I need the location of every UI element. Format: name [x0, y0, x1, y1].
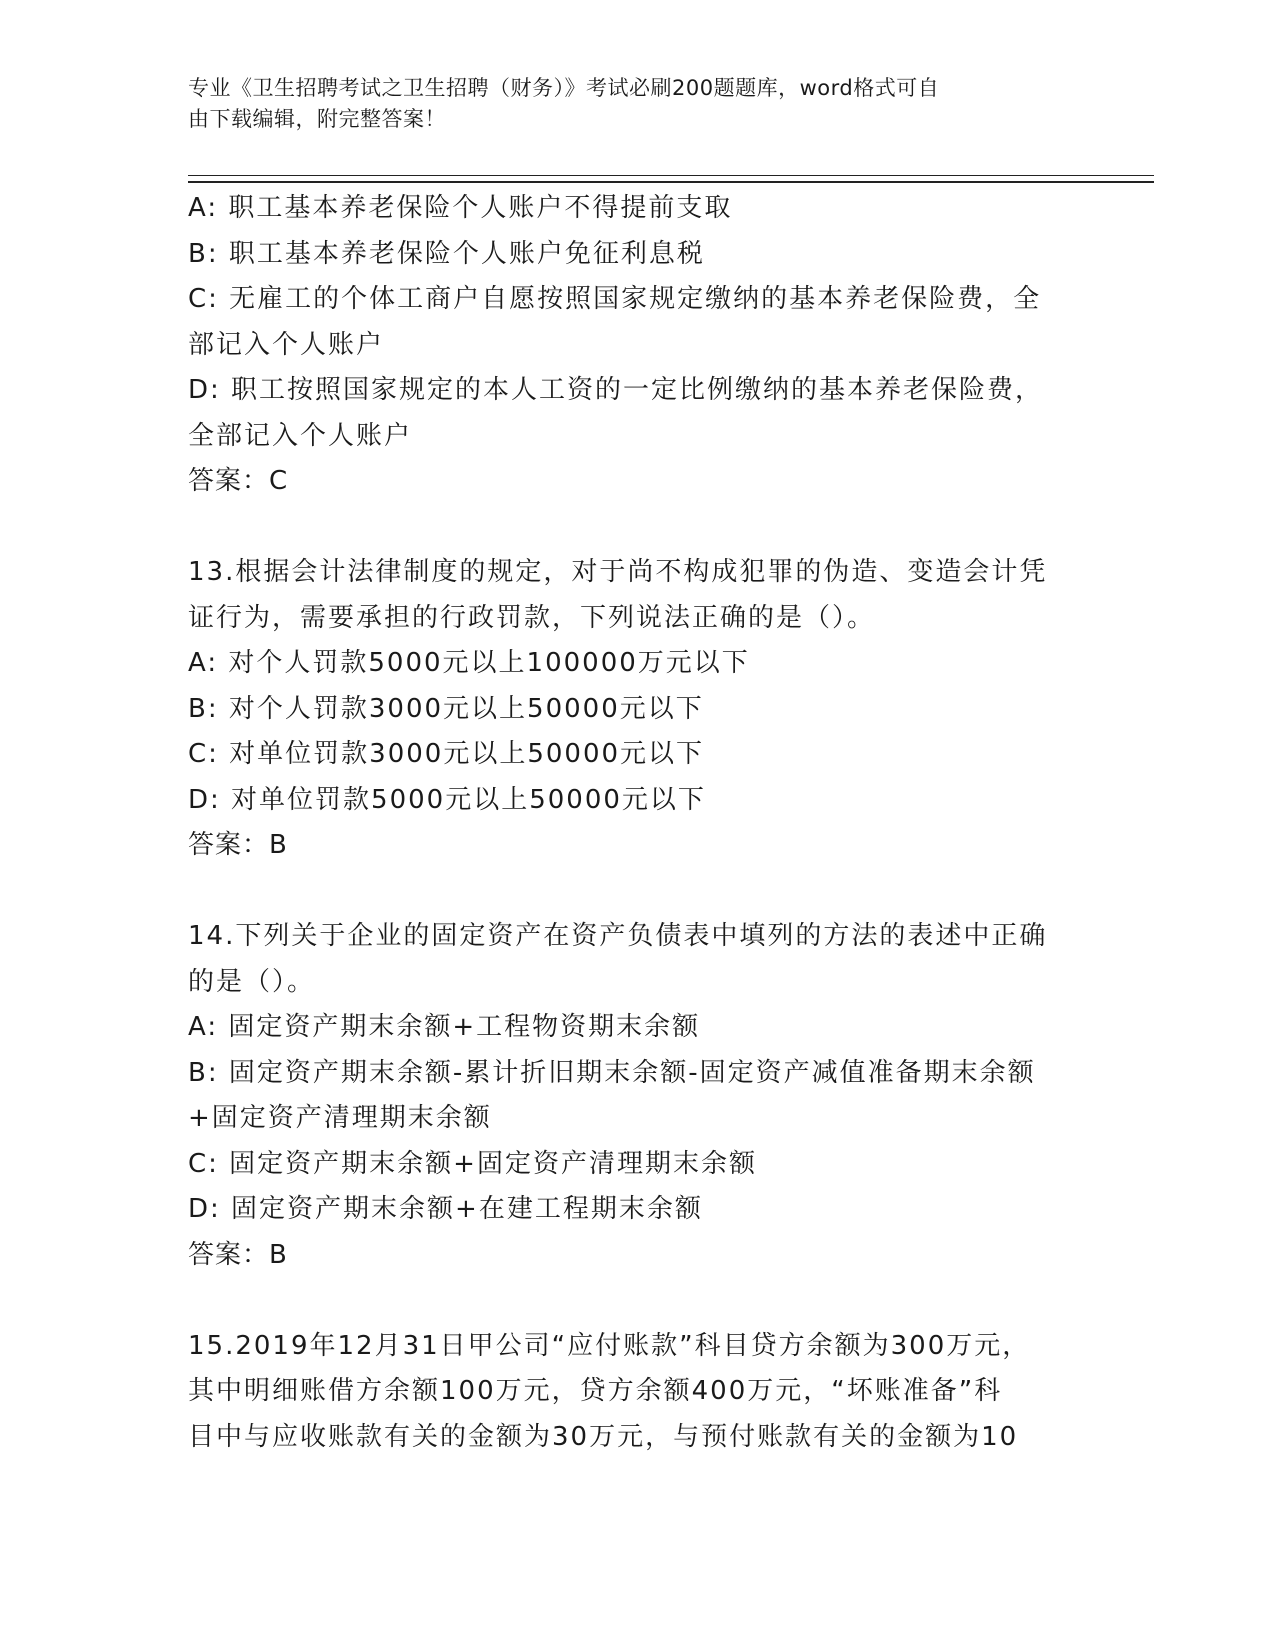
- option-b: B: 固定资产期末余额-累计折旧期末余额-固定资产减值准备期末余额: [188, 1057, 1036, 1088]
- question-15-block: [188, 1324, 1068, 1461]
- answer: 答案：C: [188, 466, 289, 496]
- question-stem-continued: 其中明细账借方余额100万元，贷方余额400万元，“坏账准备”科: [188, 1376, 1003, 1406]
- header-divider-thin: [188, 175, 1154, 176]
- option-c: C: 无雇工的个体工商户自愿按照国家规定缴纳的基本养老保险费，全: [188, 284, 1042, 314]
- question-stem-continued: 证行为，需要承担的行政罚款，下列说法正确的是（）。: [188, 602, 876, 633]
- option-c-continued: 部记入个人账户: [188, 329, 385, 360]
- spacer: [188, 869, 1068, 915]
- question-stem-continued: 目中与应收账款有关的金额为30万元，与预付账款有关的金额为10: [188, 1421, 1019, 1452]
- option-b: B: 对个人罚款3000元以上50000元以下: [188, 693, 704, 724]
- option-c: C: 固定资产期末余额+固定资产清理期末余额: [188, 1148, 757, 1179]
- question-stem: 13.根据会计法律制度的规定，对于尚不构成犯罪的伪造、变造会计凭: [188, 557, 1048, 587]
- document-header: [188, 73, 1068, 135]
- question-13-block: [188, 550, 1068, 869]
- question-stem: 15.2019年12月31日甲公司“应付账款”科目贷方余额为300万元，: [188, 1330, 1031, 1361]
- question-content: [188, 186, 1068, 1460]
- spacer: [188, 1278, 1068, 1324]
- option-d: D: 对单位罚款5000元以上50000元以下: [188, 784, 706, 815]
- option-d: D: 固定资产期末余额+在建工程期末余额: [188, 1194, 703, 1224]
- answer: 答案：B: [188, 830, 288, 860]
- option-d-continued: 全部记入个人账户: [188, 420, 413, 451]
- option-d: D: 职工按照国家规定的本人工资的一定比例缴纳的基本养老保险费，: [188, 375, 1044, 405]
- option-a: A: 对个人罚款5000元以上100000万元以下: [188, 648, 750, 678]
- question-12-block: [188, 186, 1068, 505]
- header-line-1: 专业《卫生招聘考试之卫生招聘（财务）》考试必刷200题题库，word格式可自: [188, 76, 940, 100]
- option-b-continued: +固定资产清理期末余额: [188, 1103, 492, 1133]
- option-a: A: 固定资产期末余额+工程物资期末余额: [188, 1012, 701, 1042]
- option-b: B: 职工基本养老保险个人账户免征利息税: [188, 238, 705, 269]
- question-14-block: [188, 914, 1068, 1278]
- question-stem-continued: 的是（）。: [188, 966, 316, 997]
- spacer: [188, 505, 1068, 551]
- header-divider-thick: [188, 181, 1154, 183]
- header-line-2: 由下载编辑，附完整答案！: [188, 107, 446, 131]
- answer: 答案：B: [188, 1239, 288, 1270]
- option-a: A: 职工基本养老保险个人账户不得提前支取: [188, 193, 733, 223]
- question-stem: 14.下列关于企业的固定资产在资产负债表中填列的方法的表述中正确: [188, 921, 1048, 951]
- option-c: C: 对单位罚款3000元以上50000元以下: [188, 739, 705, 769]
